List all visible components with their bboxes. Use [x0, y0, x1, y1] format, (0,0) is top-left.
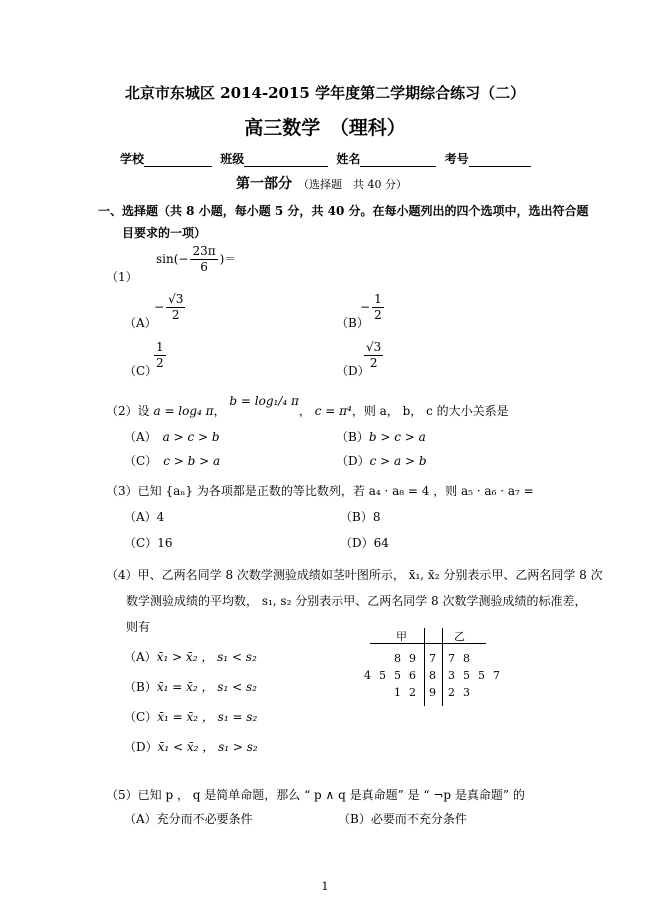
q1-c-num: 1	[156, 340, 164, 354]
stemplot-stem: 7	[429, 652, 436, 665]
q2-a-def: a = log₄ π	[153, 404, 214, 418]
q2-option-c	[124, 452, 220, 469]
page-number: 1	[321, 880, 329, 893]
stemplot-divider-right	[442, 628, 443, 706]
q4-option-c	[124, 708, 257, 725]
exam-number-label: 考号	[444, 152, 469, 166]
stemplot-right-leaf: 3	[448, 669, 455, 682]
q2-a-label: （A）	[124, 430, 157, 444]
q3-a-label: （A）	[124, 510, 157, 524]
q1-option-a-value	[154, 292, 187, 323]
q1-option-b-label: （B）	[336, 316, 369, 330]
student-info-line	[120, 150, 535, 167]
class-blank	[244, 154, 328, 167]
stemplot-divider-left	[424, 628, 425, 706]
q1-a-frac	[166, 292, 185, 323]
stemplot-right-leaf: 7	[448, 652, 455, 665]
q2-tail: ，则 a， b， c 的大小关系是	[351, 404, 509, 418]
q1-expression	[156, 244, 236, 275]
q4-line1: （4）甲、乙两名同学 8 次数学测验成绩如茎叶图所示， x̄₁, x̄₂ 分别表示甲、乙两名同学 8 次	[106, 568, 603, 582]
q2-c-def: c = π⁴	[314, 404, 352, 418]
q5-stem: （5）已知 p ， q 是简单命题，那么 “ p ∧ q 是真命题” 是 “ ¬p 是真命题” 的	[106, 788, 525, 802]
part-note: （选择题 共 40 分）	[298, 178, 407, 191]
q1-b-num: 1	[374, 292, 382, 306]
part-title: 第一部分	[236, 176, 292, 192]
q1-a-sign: −	[154, 300, 165, 314]
school-blank	[144, 154, 212, 167]
q2-c-text: c > b > a	[163, 454, 221, 468]
q1-b-sign: −	[360, 300, 371, 314]
stemplot-stem: 9	[429, 686, 436, 699]
stemplot-left-leaf: 5	[379, 669, 386, 682]
q4-d-text: x̄₁ < x̄₂ ， s₁ > s₂	[157, 740, 258, 754]
stemplot-left-leaf: 1	[394, 686, 401, 699]
q1-d-frac	[364, 340, 383, 371]
part-heading	[236, 173, 407, 193]
q2-d-label: （D）	[336, 454, 370, 468]
q1-option-d-label: （D）	[336, 364, 370, 378]
stemplot-right-leaf: 7	[493, 669, 500, 682]
q4-c-label: （C）	[124, 710, 158, 724]
q3-b-text: 8	[372, 510, 381, 524]
q1-fraction	[190, 244, 217, 275]
school-label: 学校	[120, 152, 145, 166]
q1-expr-suffix: )＝	[219, 252, 237, 266]
q3-c-label: （C）	[124, 536, 158, 550]
q1-option-b-value	[360, 292, 386, 323]
q3-stem: （3）已知 {aₙ} 为各项都是正数的等比数列，若 a₄ · a₈ = 4 ，则 a₅ · a₆ · a₇ =	[106, 484, 534, 498]
q3-option-c	[124, 534, 172, 551]
q1-option-c-value	[152, 340, 168, 371]
name-blank	[360, 154, 436, 167]
q1-number: （1）	[106, 270, 138, 284]
stemplot-header-rule	[370, 643, 486, 644]
q2-stem: （2）设 a = log₄ π， b = log₁/₄ π， c = π⁴，则 a， b， c 的大小关系是	[106, 394, 509, 418]
q2-option-d	[336, 452, 427, 469]
q1-option-d-value	[362, 340, 385, 371]
q4-b-text: x̄₁ = x̄₂ ， s₁ < s₂	[156, 680, 257, 694]
q2-option-a	[124, 428, 220, 445]
q2-b-label: （B）	[336, 430, 369, 444]
q2-option-b	[336, 428, 426, 445]
q3-option-b	[340, 508, 380, 525]
stemplot-stem: 8	[429, 669, 436, 682]
q1-a-den: 2	[171, 308, 180, 322]
q2-c-label: （C）	[124, 454, 158, 468]
q5-option-a: （A）充分而不必要条件	[124, 812, 253, 826]
q4-a-text: x̄₁ > x̄₂ ， s₁ < s₂	[156, 650, 257, 664]
stemplot-left-leaf: 9	[409, 652, 416, 665]
q1-c-frac	[154, 340, 166, 371]
name-label: 姓名	[336, 152, 361, 166]
document-title: 北京市东城区 2014-2015 学年度第二学期综合练习（二）	[124, 84, 526, 102]
q1-d-den: 2	[369, 356, 378, 370]
q1-frac-num: 23π	[192, 244, 216, 258]
q3-option-a	[124, 508, 164, 525]
q4-option-b	[124, 678, 257, 695]
q1-d-num: √3	[366, 340, 382, 354]
stemplot-left-leaf: 6	[409, 669, 416, 682]
q3-d-text: 64	[373, 536, 389, 550]
stemplot-right-leaf: 5	[463, 669, 470, 682]
q1-expr-prefix: sin(−	[156, 252, 189, 266]
stemplot-right-leaf: 5	[478, 669, 485, 682]
stemplot-left-leaf: 8	[394, 652, 401, 665]
q5-option-b: （B）必要而不充分条件	[338, 812, 467, 826]
q3-b-label: （B）	[340, 510, 373, 524]
q1-b-den: 2	[374, 308, 382, 322]
q2-b-text: b > c > a	[368, 430, 426, 444]
stemplot-right-header: 乙	[454, 630, 465, 643]
q4-c-text: x̄₁ = x̄₂ ， s₁ = s₂	[157, 710, 258, 724]
q2-a-text: a > c > b	[162, 430, 220, 444]
class-label: 班级	[220, 152, 245, 166]
q3-a-text: 4	[156, 510, 165, 524]
stemplot-left-header: 甲	[396, 630, 407, 643]
q4-line2: 数学测验成绩的平均数， s₁, s₂ 分别表示甲、乙两名同学 8 次数学测验成绩的标准差，	[126, 594, 587, 608]
q2-prefix: （2）设	[106, 404, 150, 418]
stem-leaf-plot	[346, 628, 506, 708]
q4-line3: 则有	[126, 620, 151, 634]
q3-c-text: 16	[157, 536, 173, 550]
q1-c-den: 2	[156, 356, 164, 370]
stemplot-left-leaf: 5	[394, 669, 401, 682]
q1-a-num: √3	[168, 292, 184, 306]
q3-d-label: （D）	[340, 536, 374, 550]
section-heading-line1: 一、选择题（共 8 小题，每小题 5 分，共 40 分。在每小题列出的四个选项中，选出符合题	[98, 204, 589, 218]
q4-option-d	[124, 738, 258, 755]
section-heading-line2: 目要求的一项）	[122, 226, 207, 240]
q4-a-label: （A）	[124, 650, 157, 664]
q4-option-a	[124, 648, 257, 665]
stemplot-left-leaf: 4	[364, 669, 371, 682]
q1-option-c-label: （C）	[124, 364, 158, 378]
stemplot-right-leaf: 8	[463, 652, 470, 665]
q2-d-text: c > a > b	[369, 454, 427, 468]
q2-b-def: b = log₁/₄ π	[229, 394, 299, 408]
document-subtitle: 高三数学 （理科）	[244, 117, 406, 139]
q4-b-label: （B）	[124, 680, 157, 694]
q1-b-frac	[372, 292, 384, 323]
q1-frac-den: 6	[200, 260, 208, 274]
q4-d-label: （D）	[124, 740, 158, 754]
stemplot-left-leaf: 2	[409, 686, 416, 699]
exam-number-blank	[469, 154, 531, 167]
q1-option-a-label: （A）	[124, 316, 157, 330]
stemplot-right-leaf: 3	[463, 686, 470, 699]
q3-option-d	[340, 534, 389, 551]
stemplot-right-leaf: 2	[448, 686, 455, 699]
